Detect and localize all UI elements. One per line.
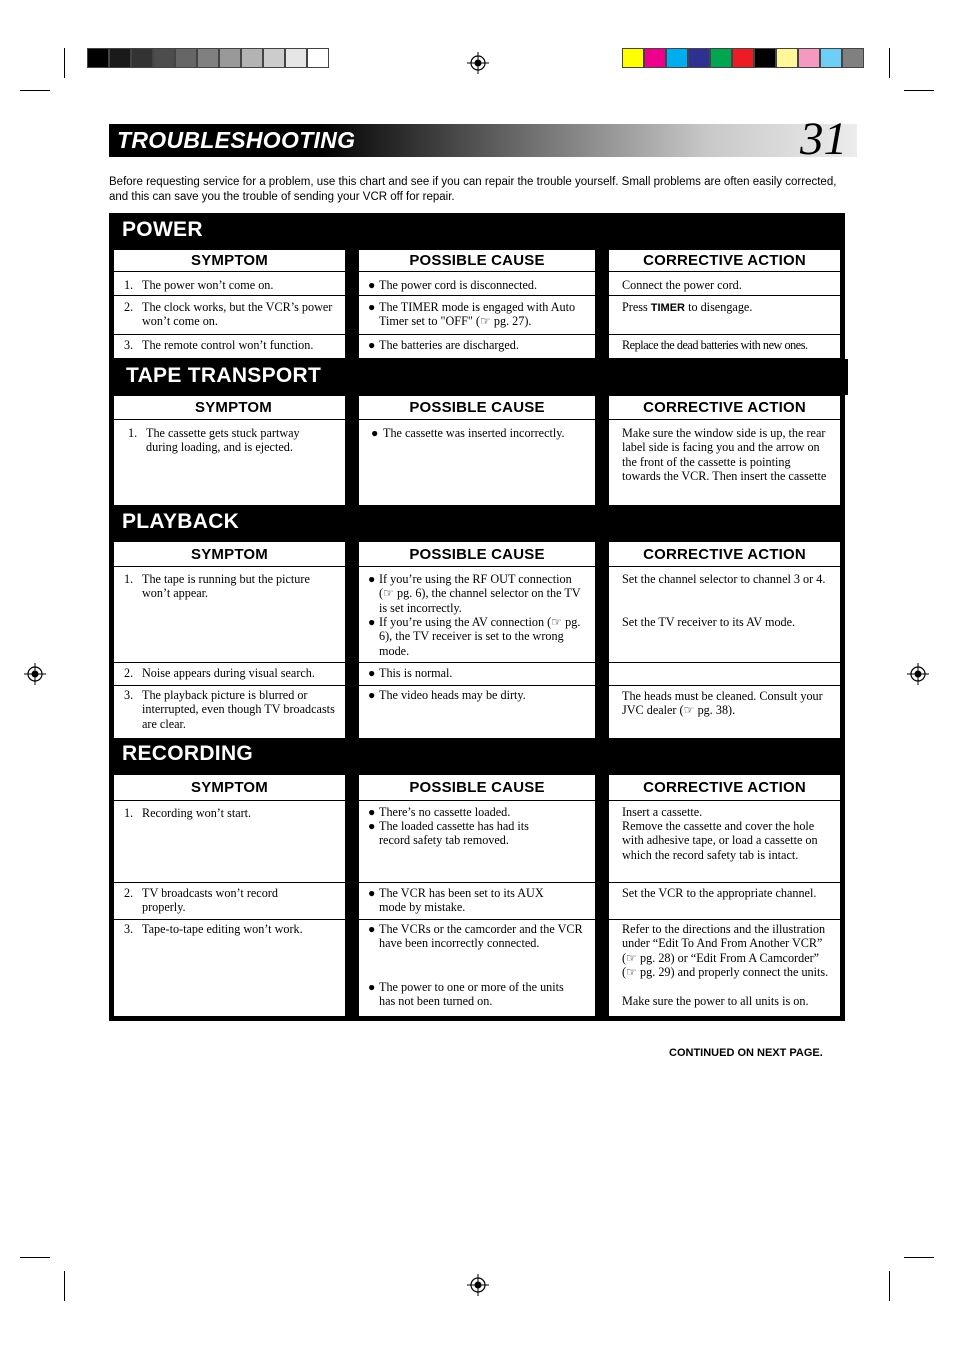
column-header-cause: POSSIBLE CAUSE bbox=[359, 396, 595, 420]
gray-swatch bbox=[241, 48, 263, 68]
color-swatch bbox=[688, 48, 710, 68]
row-number: 1. bbox=[128, 426, 138, 440]
column-header-action: CORRECTIVE ACTION bbox=[609, 250, 840, 272]
crop-mark bbox=[904, 1257, 934, 1258]
cause-text: The power cord is disconnected. bbox=[379, 278, 538, 292]
bullet-icon: ● bbox=[368, 980, 376, 994]
page-header-banner bbox=[109, 124, 857, 157]
action-text: Set the channel selector to channel 3 or 4. bbox=[622, 572, 826, 586]
crop-mark bbox=[889, 48, 890, 78]
section-title-tape-transport: TAPE TRANSPORT bbox=[126, 364, 322, 387]
recording-symptom-column bbox=[114, 775, 345, 1016]
table-row bbox=[114, 663, 345, 685]
cause-text: If you’re using the RF OUT connection (☞ pg. 6), the channel selector on the TV is set incorrectly. bbox=[379, 572, 581, 615]
color-swatch bbox=[644, 48, 666, 68]
table-row bbox=[609, 686, 840, 738]
table-row bbox=[359, 801, 595, 881]
playback-action-column bbox=[609, 542, 840, 738]
table-row bbox=[359, 272, 595, 294]
color-swatch bbox=[754, 48, 776, 68]
symptom-text: The clock works, but the VCR’s power won’t come on. bbox=[142, 300, 333, 329]
symptom-text: Noise appears during visual search. bbox=[142, 666, 315, 680]
table-row bbox=[359, 686, 595, 738]
action-text: Insert a cassette. bbox=[622, 805, 703, 819]
table-row bbox=[359, 335, 595, 357]
section-title-power: POWER bbox=[122, 218, 203, 241]
cause-text: If you’re using the AV connection (☞ pg. 6), the TV receiver is set to the wrong mode. bbox=[379, 615, 581, 658]
gray-swatch bbox=[263, 48, 285, 68]
table-row bbox=[609, 920, 840, 1016]
table-row bbox=[114, 567, 345, 661]
table-row bbox=[359, 883, 595, 919]
page-title: TROUBLESHOOTING bbox=[117, 127, 356, 153]
cause-text: This is normal. bbox=[379, 666, 453, 680]
action-text bbox=[622, 300, 832, 315]
symptom-text: Recording won’t start. bbox=[142, 806, 252, 820]
table-row bbox=[609, 801, 840, 881]
symptom-text: The remote control won’t function. bbox=[142, 338, 314, 352]
intro-paragraph: Before requesting service for a problem, use this chart and see if you can repair the trouble yourself. Small problems are often easily corrected, and this can save you the trouble of sending your VCR off for repair. bbox=[109, 176, 837, 203]
bullet-icon: ● bbox=[368, 572, 376, 586]
gray-swatch bbox=[285, 48, 307, 68]
color-swatch bbox=[820, 48, 842, 68]
column-header-cause: POSSIBLE CAUSE bbox=[359, 542, 595, 567]
recording-action-column bbox=[609, 775, 840, 1016]
table-row bbox=[114, 920, 345, 1016]
column-header-action: CORRECTIVE ACTION bbox=[609, 775, 840, 801]
recording-cause-column bbox=[359, 775, 595, 1016]
crop-mark bbox=[64, 48, 65, 78]
gray-swatch bbox=[307, 48, 329, 68]
bullet-icon: ● bbox=[368, 819, 376, 833]
action-prefix: Press bbox=[622, 300, 651, 314]
playback-symptom-column bbox=[114, 542, 345, 738]
row-number: 1. bbox=[124, 572, 134, 586]
action-text: Refer to the directions and the illustration under “Edit To And From Another VCR” (☞ pg. 28) or “Edit From A Camcorder” (☞ pg. 29) and properly connect the units. bbox=[622, 922, 829, 980]
symptom-text: The tape is running but the picture won’t appear. bbox=[142, 572, 310, 601]
tape-action-column bbox=[609, 396, 840, 505]
action-text: Make sure the power to all units is on. bbox=[622, 994, 809, 1008]
bullet-icon: ● bbox=[368, 666, 376, 680]
power-action-column bbox=[609, 250, 840, 358]
action-text: Set the VCR to the appropriate channel. bbox=[622, 886, 817, 900]
action-text: Set the TV receiver to its AV mode. bbox=[622, 615, 796, 629]
registration-mark-icon bbox=[907, 663, 929, 685]
crop-mark bbox=[20, 90, 50, 91]
table-row bbox=[359, 663, 595, 685]
bullet-icon: ● bbox=[368, 688, 376, 702]
column-header-symptom: SYMPTOM bbox=[114, 250, 345, 272]
color-swatch bbox=[666, 48, 688, 68]
tape-symptom-column bbox=[114, 396, 345, 505]
crop-mark bbox=[64, 1271, 65, 1301]
color-swatch bbox=[710, 48, 732, 68]
table-row bbox=[114, 335, 345, 357]
action-text: Replace the dead batteries with new ones. bbox=[622, 338, 808, 352]
gray-swatch bbox=[175, 48, 197, 68]
bullet-icon: ● bbox=[368, 615, 376, 629]
cause-text: The video heads may be dirty. bbox=[379, 688, 526, 702]
column-header-cause: POSSIBLE CAUSE bbox=[359, 775, 595, 801]
table-row bbox=[609, 272, 840, 294]
color-swatch bbox=[798, 48, 820, 68]
registration-mark-icon bbox=[467, 1274, 489, 1296]
continued-note: CONTINUED ON NEXT PAGE. bbox=[669, 1047, 823, 1059]
column-header-symptom: SYMPTOM bbox=[114, 542, 345, 567]
table-row bbox=[609, 567, 840, 661]
color-swatch bbox=[842, 48, 864, 68]
bullet-icon: ● bbox=[368, 922, 376, 936]
symptom-text: The power won’t come on. bbox=[142, 278, 274, 292]
color-swatch bbox=[776, 48, 798, 68]
cause-text: The batteries are discharged. bbox=[379, 338, 519, 352]
registration-mark-icon bbox=[24, 663, 46, 685]
row-number: 2. bbox=[124, 300, 134, 314]
action-text: Remove the cassette and cover the hole with adhesive tape, or load a cassette on which the record safety tab is intact. bbox=[622, 819, 818, 862]
column-header-symptom: SYMPTOM bbox=[114, 396, 345, 420]
symptom-text: Tape-to-tape editing won’t work. bbox=[142, 922, 303, 936]
gray-swatch bbox=[87, 48, 109, 68]
row-number: 3. bbox=[124, 338, 134, 352]
gray-swatch bbox=[131, 48, 153, 68]
gray-swatch bbox=[109, 48, 131, 68]
column-header-action: CORRECTIVE ACTION bbox=[609, 396, 840, 420]
table-row bbox=[359, 920, 595, 1016]
cause-text: There’s no cassette loaded. bbox=[379, 805, 511, 819]
table-row bbox=[609, 663, 840, 685]
table-row bbox=[609, 883, 840, 919]
table-row bbox=[359, 420, 595, 505]
row-number: 2. bbox=[124, 666, 134, 680]
table-row bbox=[114, 296, 345, 334]
cause-text: The cassette was inserted incorrectly. bbox=[383, 426, 565, 440]
bullet-icon: ● bbox=[368, 805, 376, 819]
column-header-action: CORRECTIVE ACTION bbox=[609, 542, 840, 567]
bullet-icon: ● bbox=[371, 426, 379, 440]
cause-text: The power to one or more of the units has not been turned on. bbox=[379, 980, 564, 1009]
table-row bbox=[114, 686, 345, 738]
row-number: 1. bbox=[124, 806, 134, 820]
table-row bbox=[114, 272, 345, 294]
crop-mark bbox=[889, 1271, 890, 1301]
crop-mark bbox=[904, 90, 934, 91]
gray-swatch bbox=[153, 48, 175, 68]
tape-cause-column bbox=[359, 396, 595, 505]
cause-text: The VCRs or the camcorder and the VCR have been incorrectly connected. bbox=[379, 922, 583, 951]
symptom-text: TV broadcasts won’t record properly. bbox=[142, 886, 278, 915]
section-title-playback: PLAYBACK bbox=[122, 510, 240, 533]
gray-swatch bbox=[197, 48, 219, 68]
table-row bbox=[359, 296, 595, 334]
playback-cause-column bbox=[359, 542, 595, 738]
power-cause-column bbox=[359, 250, 595, 358]
cause-text: The TIMER mode is engaged with Auto Timer set to "OFF" (☞ pg. 27). bbox=[379, 300, 576, 329]
action-suffix: to disengage. bbox=[685, 300, 753, 314]
color-swatch bbox=[622, 48, 644, 68]
bullet-icon: ● bbox=[368, 886, 376, 900]
action-text: The heads must be cleaned. Consult your JVC dealer (☞ pg. 38). bbox=[622, 689, 823, 718]
power-symptom-column bbox=[114, 250, 345, 358]
row-number: 3. bbox=[124, 922, 134, 936]
page-number: 31 bbox=[800, 113, 847, 165]
symptom-text: The cassette gets stuck partway during loading, and is ejected. bbox=[146, 426, 300, 455]
table-row bbox=[114, 801, 345, 881]
row-number: 1. bbox=[124, 278, 134, 292]
symptom-text: The playback picture is blurred or interrupted, even though TV broadcasts are clear. bbox=[142, 688, 335, 731]
column-header-cause: POSSIBLE CAUSE bbox=[359, 250, 595, 272]
column-header-symptom: SYMPTOM bbox=[114, 775, 345, 801]
color-swatch bbox=[732, 48, 754, 68]
crop-mark bbox=[20, 1257, 50, 1258]
action-text: Make sure the window side is up, the rear label side is facing you and the arrow on the front of the cassette is pointing towards the VCR. Then insert the cassette bbox=[622, 426, 827, 484]
table-row bbox=[609, 335, 840, 357]
cause-text: The loaded cassette has had its record safety tab removed. bbox=[379, 819, 529, 848]
section-title-recording: RECORDING bbox=[122, 742, 254, 765]
gray-swatch bbox=[219, 48, 241, 68]
table-row bbox=[609, 296, 840, 334]
timer-key-label: TIMER bbox=[650, 302, 686, 314]
table-row bbox=[359, 567, 595, 661]
table-row bbox=[114, 420, 345, 505]
row-number: 3. bbox=[124, 688, 134, 702]
bullet-icon: ● bbox=[368, 278, 376, 292]
cause-text: The VCR has been set to its AUX mode by mistake. bbox=[379, 886, 544, 915]
bullet-icon: ● bbox=[368, 338, 376, 352]
table-row bbox=[609, 420, 840, 505]
bullet-icon: ● bbox=[368, 300, 376, 314]
action-text: Connect the power cord. bbox=[622, 278, 742, 292]
row-number: 2. bbox=[124, 886, 134, 900]
table-row bbox=[114, 883, 345, 919]
registration-mark-icon bbox=[467, 52, 489, 74]
